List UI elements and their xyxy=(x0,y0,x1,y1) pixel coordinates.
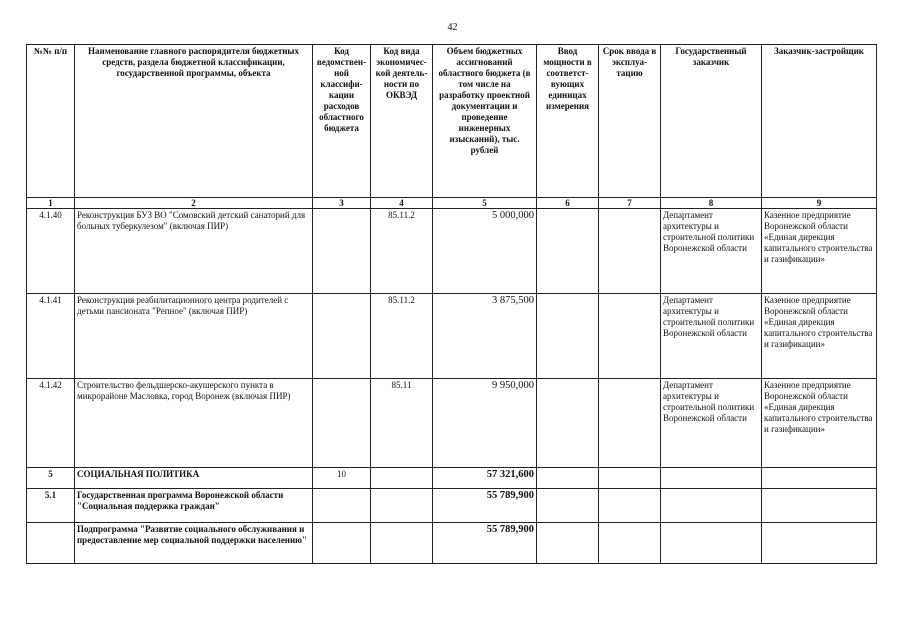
section-dept-code: 10 xyxy=(313,468,371,489)
subprogram-name: Подпрограмма "Развитие социального обслуживания и предоставление мер социальной поддержки населению" xyxy=(75,523,313,564)
table-row xyxy=(27,209,877,294)
column-number: 8 xyxy=(661,198,762,209)
budget-amount: 3 875,500 xyxy=(433,294,537,379)
section-amount: 57 321,600 xyxy=(433,468,537,489)
empty-cell xyxy=(762,468,877,489)
developer: Казенное предприятие Воронежской области «Единая дирекция капитального строительства и газификации» xyxy=(762,379,877,468)
empty-cell xyxy=(537,468,599,489)
empty-cell xyxy=(537,489,599,523)
budget-amount: 9 950,000 xyxy=(433,379,537,468)
row-number: 4.1.41 xyxy=(27,294,75,379)
row-number: 4.1.42 xyxy=(27,379,75,468)
empty-cell xyxy=(371,468,433,489)
subprogram-amount: 55 789,900 xyxy=(433,523,537,564)
column-number: 7 xyxy=(599,198,661,209)
empty-cell xyxy=(27,523,75,564)
column-number: 3 xyxy=(313,198,371,209)
dept-code xyxy=(313,379,371,468)
state-customer: Департамент архитектуры и строительной политики Воронежской области xyxy=(661,294,762,379)
object-name: Реконструкция реабилитационного центра родителей с детьми пансионата "Репное" (включая ПИР) xyxy=(75,294,313,379)
header-okved: Код вида экономичес-кой деятель-ности по ОКВЭД xyxy=(371,45,433,198)
header-capacity: Ввод мощности в соответст-вующих единицах измерения xyxy=(537,45,599,198)
section-name: СОЦИАЛЬНАЯ ПОЛИТИКА xyxy=(75,468,313,489)
row-number: 4.1.40 xyxy=(27,209,75,294)
okved-code: 85.11 xyxy=(371,379,433,468)
empty-cell xyxy=(661,468,762,489)
dept-code xyxy=(313,209,371,294)
state-customer: Департамент архитектуры и строительной политики Воронежской области xyxy=(661,209,762,294)
budget-amount: 5 000,000 xyxy=(433,209,537,294)
capacity xyxy=(537,294,599,379)
budget-table xyxy=(26,44,877,564)
program-name: Государственная программа Воронежской области "Социальная поддержка граждан" xyxy=(75,489,313,523)
column-number: 4 xyxy=(371,198,433,209)
commission-term xyxy=(599,294,661,379)
column-number: 5 xyxy=(433,198,537,209)
empty-cell xyxy=(762,489,877,523)
subprogram-row xyxy=(27,523,877,564)
header-term: Срок ввода в эксплуа-тацию xyxy=(599,45,661,198)
column-number-row xyxy=(27,198,877,209)
column-number: 1 xyxy=(27,198,75,209)
header-developer: Заказчик-застройщик xyxy=(762,45,877,198)
header-dept-code: Код ведомствен-ной классифи-кации расходов областного бюджета xyxy=(313,45,371,198)
table-row xyxy=(27,379,877,468)
empty-cell xyxy=(371,523,433,564)
empty-cell xyxy=(313,523,371,564)
empty-cell xyxy=(762,523,877,564)
capacity xyxy=(537,379,599,468)
okved-code: 85.11.2 xyxy=(371,294,433,379)
header-name: Наименование главного распорядителя бюджетных средств, раздела бюджетной классификации, государственной программы, объекта xyxy=(75,45,313,198)
empty-cell xyxy=(661,489,762,523)
state-customer: Департамент архитектуры и строительной политики Воронежской области xyxy=(661,379,762,468)
table-row xyxy=(27,294,877,379)
header-num: №№ п/п xyxy=(27,45,75,198)
page-number: 42 xyxy=(447,22,458,33)
dept-code xyxy=(313,294,371,379)
program-amount: 55 789,900 xyxy=(433,489,537,523)
program-row xyxy=(27,489,877,523)
commission-term xyxy=(599,379,661,468)
empty-cell xyxy=(371,489,433,523)
object-name: Реконструкция БУЗ ВО "Сомовский детский санаторий для больных туберкулезом" (включая ПИР) xyxy=(75,209,313,294)
empty-cell xyxy=(537,523,599,564)
program-number: 5.1 xyxy=(27,489,75,523)
section-row xyxy=(27,468,877,489)
section-number: 5 xyxy=(27,468,75,489)
header-amount: Объем бюджетных ассигнований областного бюджета (в том числе на разработку проектной документации и проведение инженерных изысканий), тыс. рублей xyxy=(433,45,537,198)
empty-cell xyxy=(313,489,371,523)
empty-cell xyxy=(599,468,661,489)
header-row xyxy=(27,45,877,198)
header-customer: Государственный заказчик xyxy=(661,45,762,198)
empty-cell xyxy=(661,523,762,564)
column-number: 9 xyxy=(762,198,877,209)
developer: Казенное предприятие Воронежской области «Единая дирекция капитального строительства и газификации» xyxy=(762,294,877,379)
empty-cell xyxy=(599,489,661,523)
capacity xyxy=(537,209,599,294)
object-name: Строительство фельдшерско-акушерского пункта в микрорайоне Масловка, город Воронеж (включая ПИР) xyxy=(75,379,313,468)
column-number: 6 xyxy=(537,198,599,209)
commission-term xyxy=(599,209,661,294)
okved-code: 85.11.2 xyxy=(371,209,433,294)
developer: Казенное предприятие Воронежской области «Единая дирекция капитального строительства и газификации» xyxy=(762,209,877,294)
column-number: 2 xyxy=(75,198,313,209)
empty-cell xyxy=(599,523,661,564)
